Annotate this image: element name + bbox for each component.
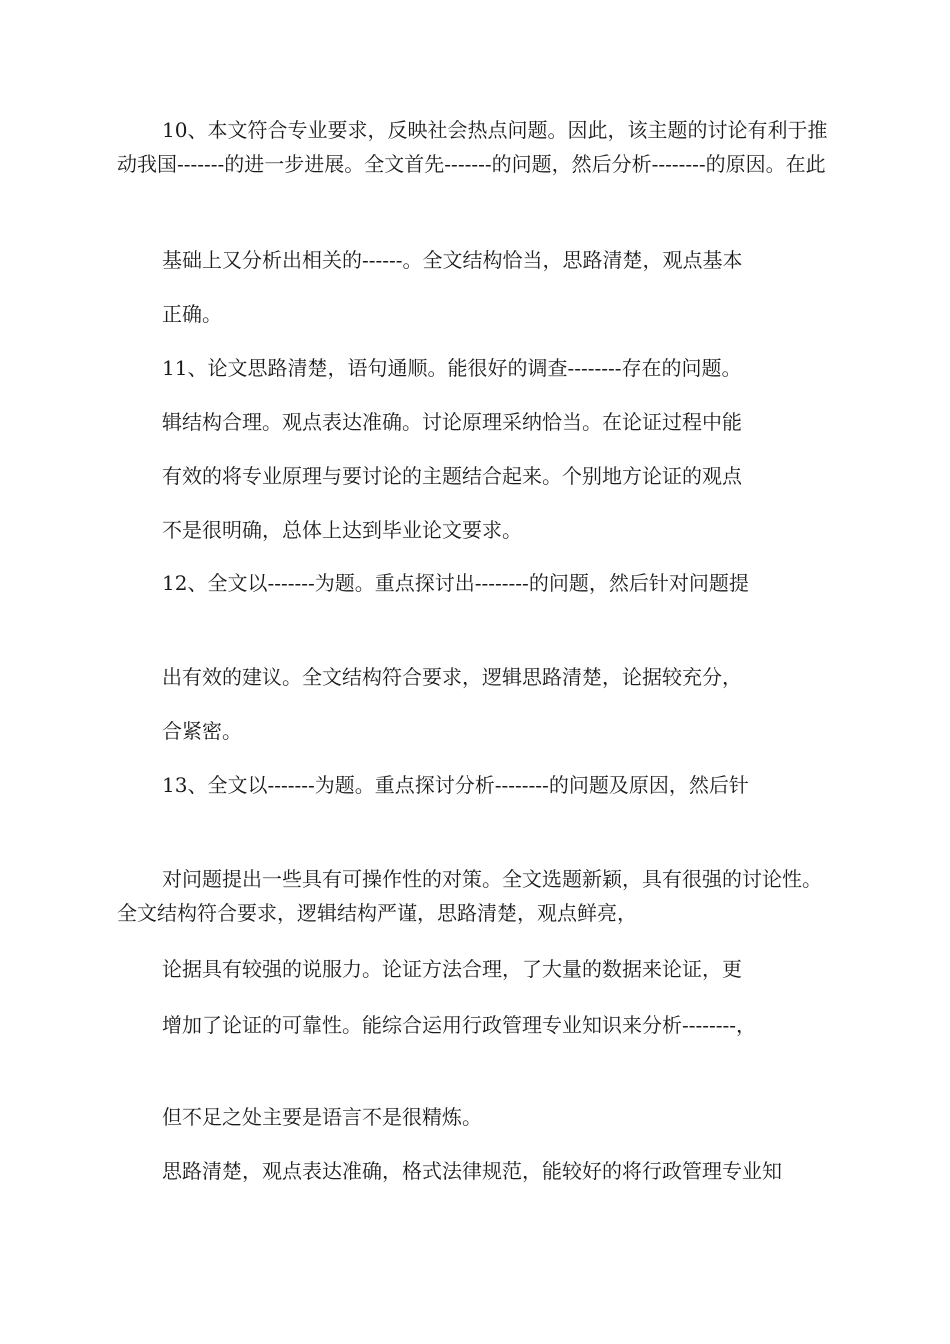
paragraph-13-end: 但不足之处主要是语言不是很精炼。 — [162, 1105, 482, 1129]
paragraph-10: 10、本文符合专业要求，反映社会热点问题。因此，该主题的讨论有利于推动我国-------的进一步进展。全文首先-------的问题，然后分析--------的原因。在此 — [117, 118, 828, 176]
paragraph-13-cont-3: 增加了论证的可靠性。能综合运用行政管理专业知识来分析--------， — [162, 1013, 757, 1037]
paragraph-11-end: 不是很明确，总体上达到毕业论文要求。 — [162, 518, 522, 542]
paragraph-14: 思路清楚，观点表达准确，格式法律规范，能较好的将行政管理专业知 — [162, 1159, 782, 1183]
paragraph-10-cont: 基础上又分析出相关的------。全文结构恰当，思路清楚，观点基本 — [162, 248, 743, 272]
paragraph-12-end: 合紧密。 — [162, 719, 242, 743]
paragraph-13-cont-1: 对问题提出一些具有可操作性的对策。全文选题新颖，具有很强的讨论性。全文结构符合要求，逻辑结构严谨，思路清楚，观点鲜亮， — [117, 867, 822, 925]
paragraph-13: 13、全文以-------为题。重点探讨分析--------的问题及原因，然后针 — [162, 773, 749, 797]
paragraph-13-cont-2: 论据具有较强的说服力。论证方法合理，了大量的数据来论证，更 — [162, 957, 742, 981]
paragraph-11-cont-1: 辑结构合理。观点表达准确。讨论原理采纳恰当。在论证过程中能 — [162, 410, 742, 434]
paragraph-12-cont: 出有效的建议。全文结构符合要求，逻辑思路清楚，论据较充分， — [162, 665, 742, 689]
paragraph-10-end: 正确。 — [162, 302, 222, 326]
paragraph-11-cont-2: 有效的将专业原理与要讨论的主题结合起来。个别地方论证的观点 — [162, 464, 742, 488]
paragraph-11: 11、论文思路清楚，语句通顺。能很好的调查--------存在的问题。 — [162, 356, 742, 380]
paragraph-12: 12、全文以-------为题。重点探讨出--------的问题，然后针对问题提 — [162, 571, 749, 595]
